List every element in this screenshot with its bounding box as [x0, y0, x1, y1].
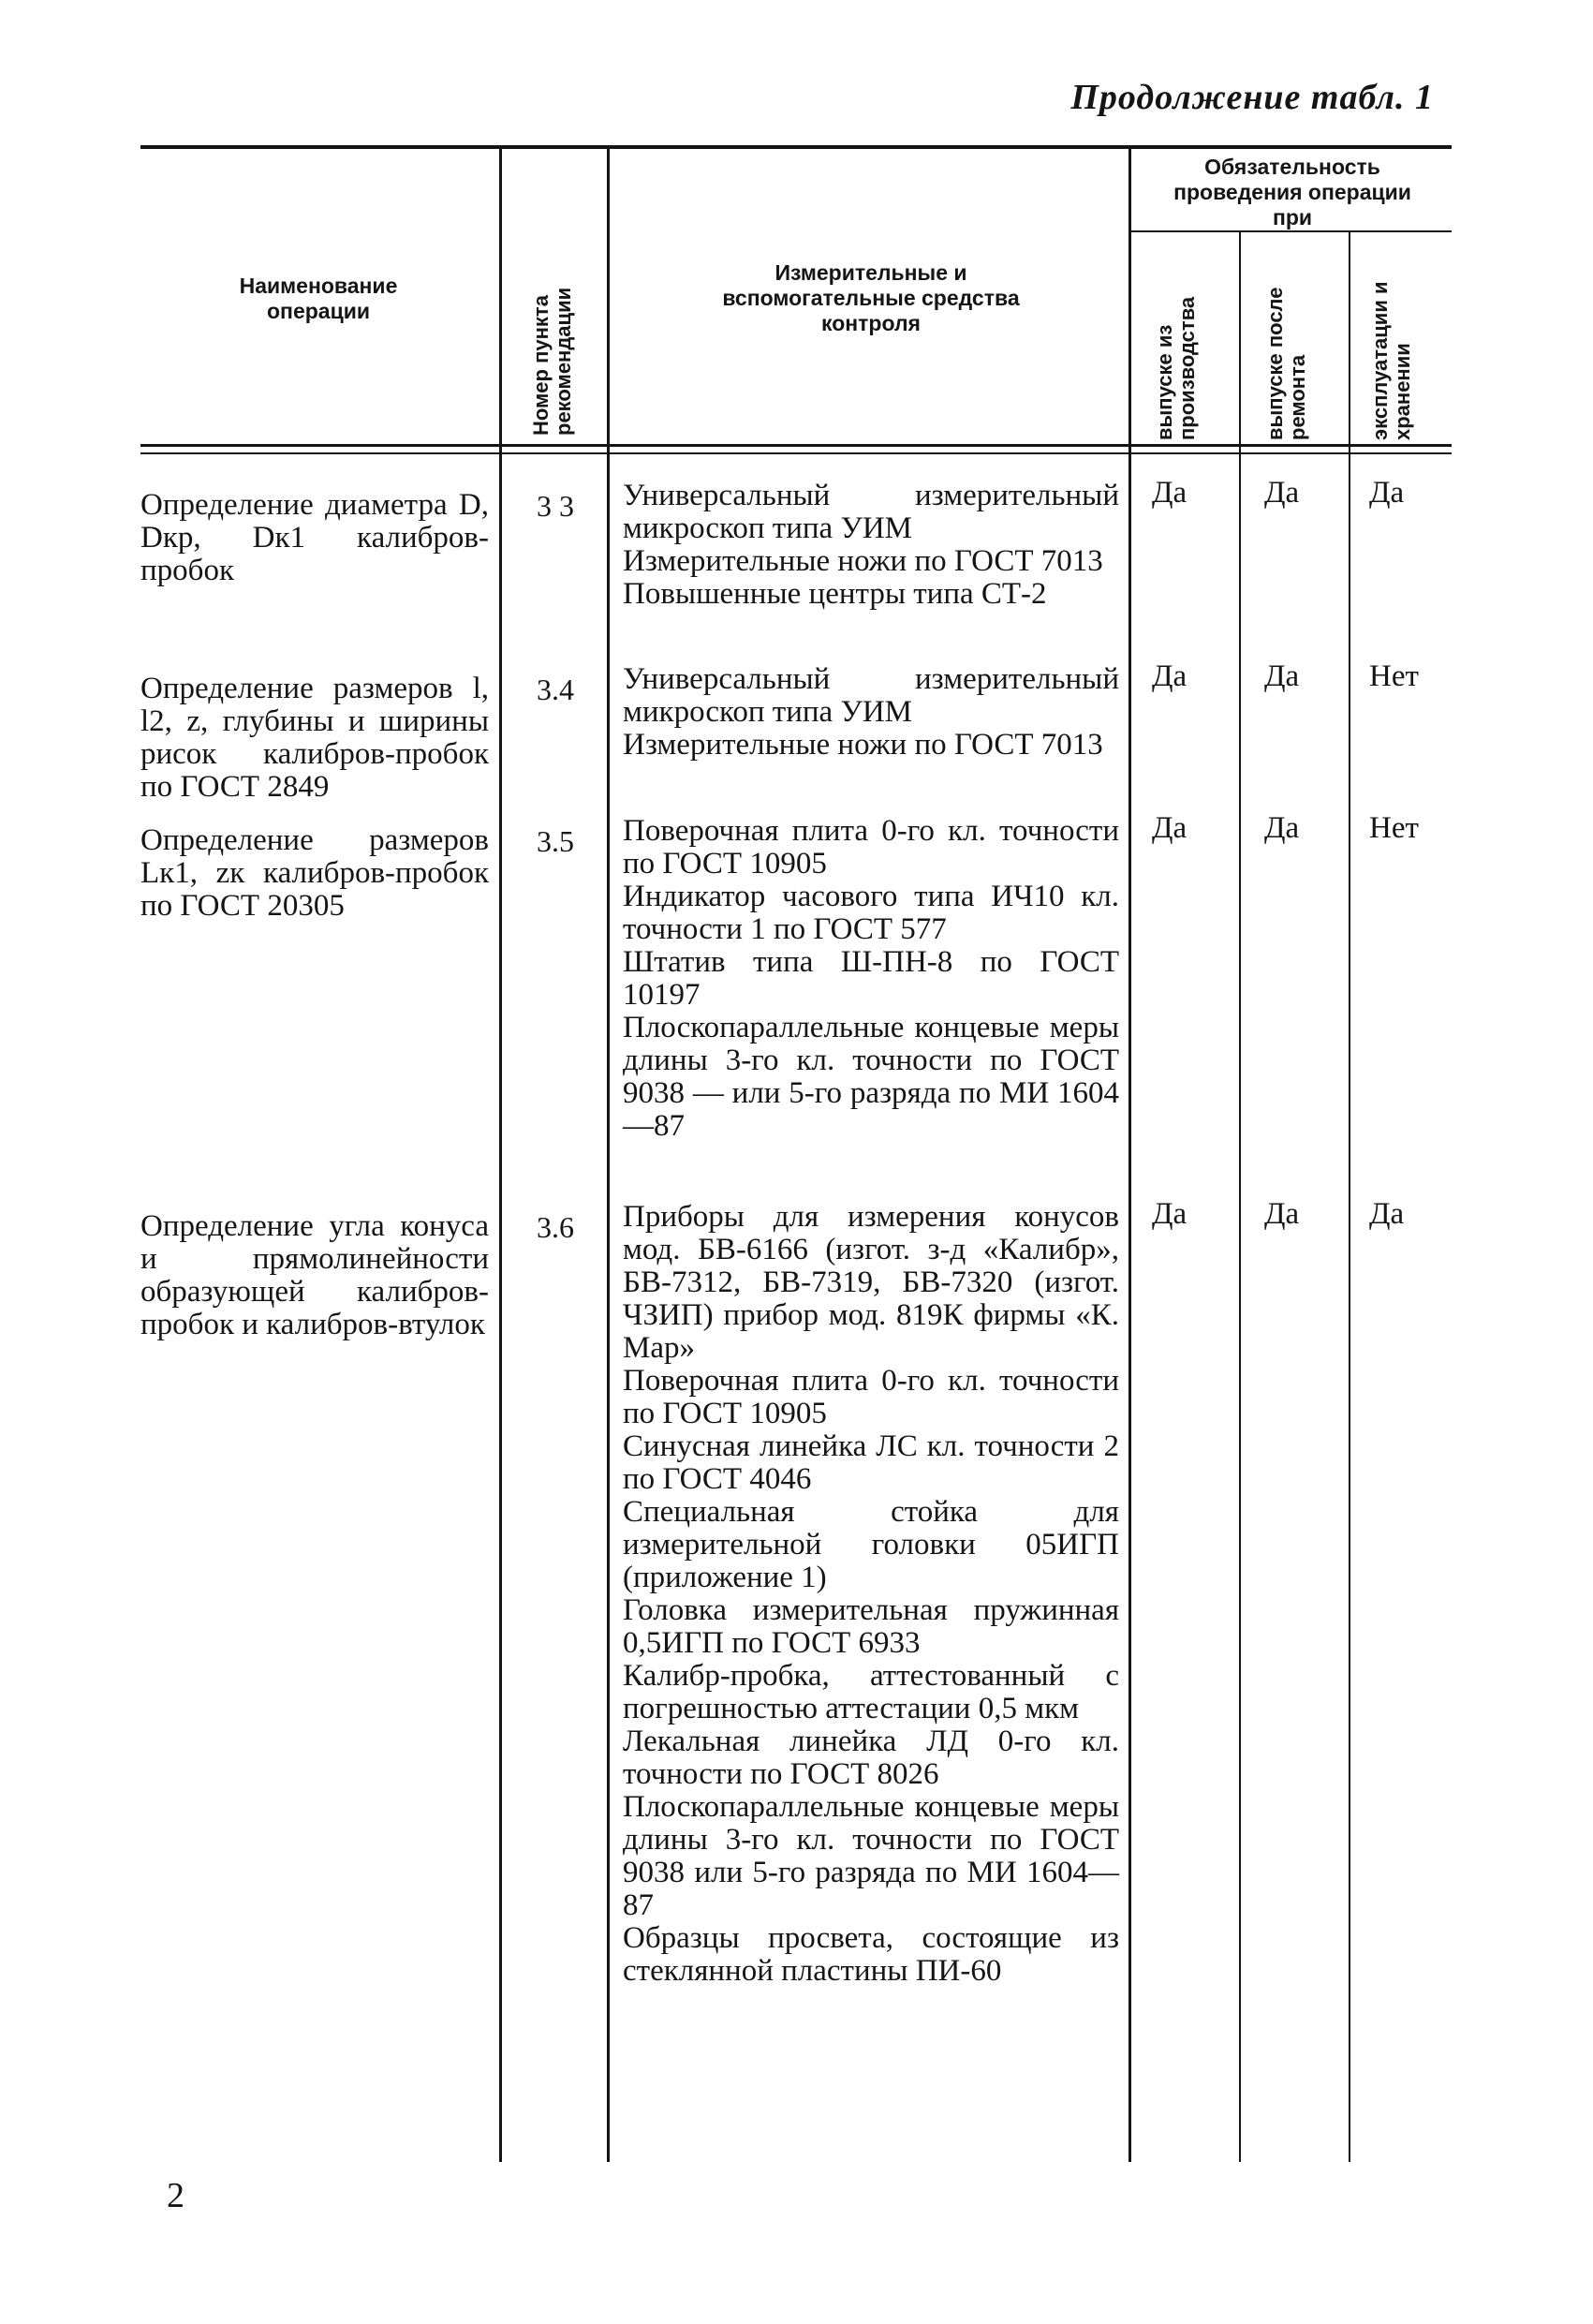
row-3-tool-1: Поверочная плита 0-го кл. точности по ГОСТ 10905	[623, 814, 1119, 881]
row-2-tool-1: Универсальный измерительный микроскоп типа УИМ	[623, 662, 1119, 729]
header-item-number: Номер пункта рекомендации	[529, 287, 575, 436]
row-3-tool-4: Плоскопараллельные концевые меры длины 3-го кл. точности по ГОСТ 9038 — или 5-го разряда по МИ 1604—87	[623, 1011, 1119, 1143]
table-top-rule	[140, 145, 1452, 149]
header-mandatory-group: Обязательность проведения операции при	[1173, 155, 1411, 229]
row-1-operation-storage: Да	[1369, 476, 1405, 510]
row-1-production: Да	[1152, 476, 1187, 510]
row-2-production: Да	[1152, 659, 1187, 693]
page-number: 2	[167, 2176, 184, 2215]
col-divider-3	[1128, 148, 1131, 2162]
col-divider-2	[607, 148, 610, 2162]
header-col-production: выпуске из производства	[1153, 296, 1199, 440]
row-4-operation: Определение угла конуса и прямолинейности образующей калибров-пробок и калибров-втулок	[140, 1209, 489, 1341]
header-bottom-rule-1	[140, 444, 1452, 447]
row-1-repair: Да	[1264, 476, 1300, 510]
row-1-operation: Определение диаметра D, Dкр, Dк1 калибров-пробок	[140, 488, 489, 587]
row-4-operation-storage: Да	[1369, 1197, 1405, 1231]
row-4-production: Да	[1152, 1197, 1187, 1231]
row-2-operation: Определение размеров l, l2, z, глубины и ширины рисок калибров-пробок по ГОСТ 2849	[140, 672, 489, 804]
row-1-tool-3: Повышенные центры типа СТ-2	[623, 577, 1047, 611]
row-1-tool-1: Универсальный измерительный микроскоп типа УИМ	[623, 479, 1119, 545]
row-4-tool-5: Головка измерительная пружинная 0,5ИГП по ГОСТ 6933	[623, 1593, 1119, 1660]
row-1-number: 3 3	[537, 489, 574, 523]
row-3-number: 3.5	[537, 824, 574, 858]
header-bottom-rule-2	[140, 452, 1452, 454]
row-4-tools	[623, 1201, 1119, 1988]
row-2-operation-storage: Нет	[1369, 659, 1419, 693]
row-3-operation: Определение размеров Lк1, zк калибров-пробок по ГОСТ 20305	[140, 823, 489, 923]
row-3-tool-2: Индикатор часового типа ИЧ10 кл. точности 1 по ГОСТ 577	[623, 880, 1119, 946]
header-instruments: Измерительные и вспомогательные средства контроля	[722, 260, 1020, 335]
row-3-tool-3: Штатив типа Ш-ПН-8 по ГОСТ 10197	[623, 945, 1119, 1012]
row-2-tool-2: Измерительные ножи по ГОСТ 7013	[623, 728, 1103, 762]
col-divider-5	[1349, 232, 1350, 2162]
row-4-tool-2: Поверочная плита 0-го кл. точности по ГОСТ 10905	[623, 1364, 1119, 1430]
subheader-rule	[1128, 230, 1452, 232]
row-2-tools	[623, 663, 1119, 762]
row-4-tool-8: Плоскопараллельные концевые меры длины 3-го кл. точности по ГОСТ 9038 или 5-го разряда по МИ 1604—87	[623, 1790, 1119, 1922]
col-divider-4	[1239, 232, 1241, 2162]
row-2-repair: Да	[1264, 659, 1300, 693]
row-4-tool-6: Калибр-пробка, аттестованный с погрешностью аттестации 0,5 мкм	[623, 1659, 1119, 1725]
row-4-tool-4: Специальная стойка для измерительной головки 05ИГП (приложение 1)	[623, 1495, 1119, 1594]
header-col-operation: эксплуатации и хранении	[1368, 281, 1414, 440]
row-4-repair: Да	[1264, 1197, 1300, 1231]
row-4-tool-7: Лекальная линейка ЛД 0-го кл. точности по ГОСТ 8026	[623, 1724, 1119, 1791]
continuation-title: Продолжение табл. 1	[1070, 78, 1434, 117]
header-operation-name: Наименование операции	[239, 274, 398, 323]
row-1-tool-2: Измерительные ножи по ГОСТ 7013	[623, 544, 1103, 578]
row-4-tool-9: Образцы просвета, состоящие из стеклянной пластины ПИ-60	[623, 1921, 1119, 1988]
col-divider-1	[499, 148, 502, 2162]
row-2-number: 3.4	[537, 673, 574, 706]
row-1-tools	[623, 480, 1119, 611]
row-4-tool-3: Синусная линейка ЛС кл. точности 2 по ГОСТ 4046	[623, 1429, 1119, 1496]
row-3-operation-storage: Нет	[1369, 811, 1419, 845]
row-4-tool-1: Приборы для измерения конусов мод. БВ-6166 (изгот. з-д «Калибр», БВ-7312, БВ-7319, БВ-7320 (изгот. ЧЗИП) прибор мод. 819К фирмы «К. Мар»	[623, 1200, 1119, 1365]
row-3-production: Да	[1152, 811, 1187, 845]
header-col-repair: выпуске после ремонта	[1263, 287, 1309, 440]
row-3-tools	[623, 815, 1119, 1143]
row-4-number: 3.6	[537, 1210, 574, 1244]
row-3-repair: Да	[1264, 811, 1300, 845]
